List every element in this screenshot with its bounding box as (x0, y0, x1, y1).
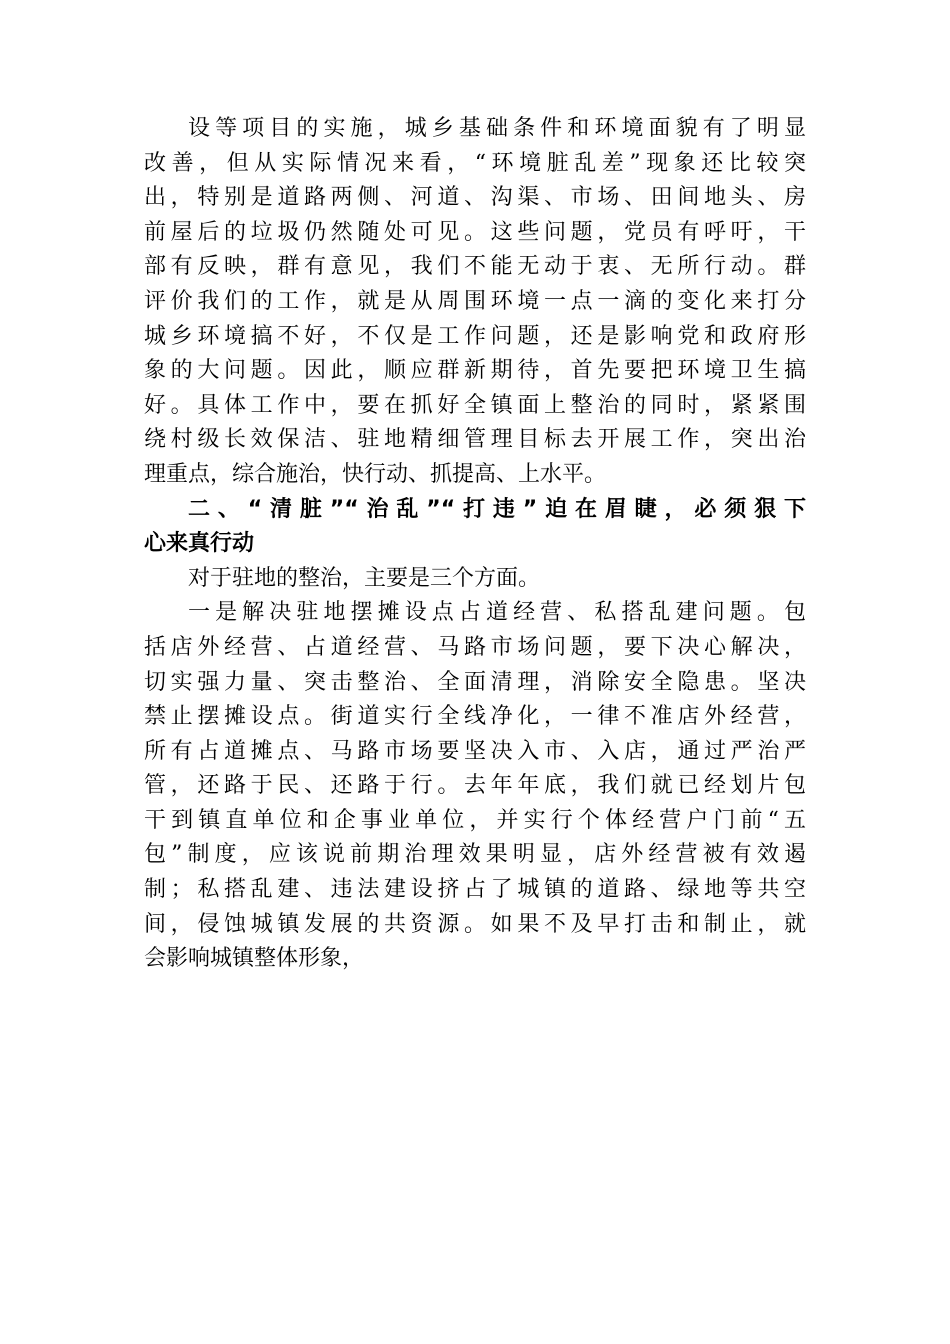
text-line: 一是解决驻地摆摊设点占道经营、私搭乱建问题。包 (188, 600, 806, 626)
text-line: 出，特别是道路两侧、河道、沟渠、市场、田间地头、房 (144, 185, 806, 211)
text-line: 绕村级长效保洁、驻地精细管理目标去开展工作，突出治 (144, 427, 806, 453)
heading-line: 心来真行动 (144, 531, 255, 557)
text-line: 好。具体工作中，要在抓好全镇面上整治的同时，紧紧围 (144, 392, 806, 418)
paragraph-street-stalls (144, 596, 806, 977)
paragraph-three-aspects (144, 562, 806, 597)
text-line: 包”制度，应该说前期治理效果明显，店外经营被有效遏 (144, 842, 806, 868)
text-line: 括店外经营、占道经营、马路市场问题，要下决心解决， (144, 634, 806, 660)
text-line: 所有占道摊点、马路市场要坚决入市、入店，通过严治严 (144, 738, 806, 764)
text-line: 切实强力量、突击整治、全面清理，消除安全隐患。坚决 (144, 669, 806, 695)
text-line: 城乡环境搞不好，不仅是工作问题，还是影响党和政府形 (144, 323, 806, 349)
text-line: 对于驻地的整治，主要是三个方面。 (188, 565, 541, 591)
text-line: 间，侵蚀城镇发展的共资源。如果不及早打击和制止，就 (144, 911, 806, 937)
text-line: 设等项目的实施，城乡基础条件和环境面貌有了明显 (188, 116, 806, 141)
text-line: 评价我们的工作，就是从周围环境一点一滴的变化来打分 (144, 288, 806, 314)
text-line: 干到镇直单位和企事业单位，并实行个体经营户门前“五 (144, 807, 806, 833)
text-line: 禁止摆摊设点。街道实行全线净化，一律不准店外经营， (144, 704, 806, 730)
text-line: 前屋后的垃圾仍然随处可见。这些问题，党员有呼吁，干 (144, 219, 806, 245)
text-line: 管，还路于民、还路于行。去年年底，我们就已经划片包 (144, 773, 806, 799)
text-line: 会影响城镇整体形象， (144, 946, 365, 972)
text-line: 改善，但从实际情况来看，“环境脏乱差”现象还比较突 (144, 150, 806, 176)
text-line: 理重点，综合施治，快行动、抓提高、上水平。 (144, 461, 607, 487)
text-line: 部有反映，群有意见，我们不能无动于衷、无所行动。群 (144, 254, 806, 280)
document-page (144, 112, 806, 977)
heading-line: 二、“清脏”“治乱”“打违”迫在眉睫，必须狠下 (188, 496, 806, 522)
text-line: 制；私搭乱建、违法建设挤占了城镇的道路、绿地等共空 (144, 877, 806, 903)
section-heading (144, 493, 806, 562)
paragraph-environment-improvement (144, 112, 806, 493)
text-line: 象的大问题。因此，顺应群新期待，首先要把环境卫生搞 (144, 358, 806, 384)
